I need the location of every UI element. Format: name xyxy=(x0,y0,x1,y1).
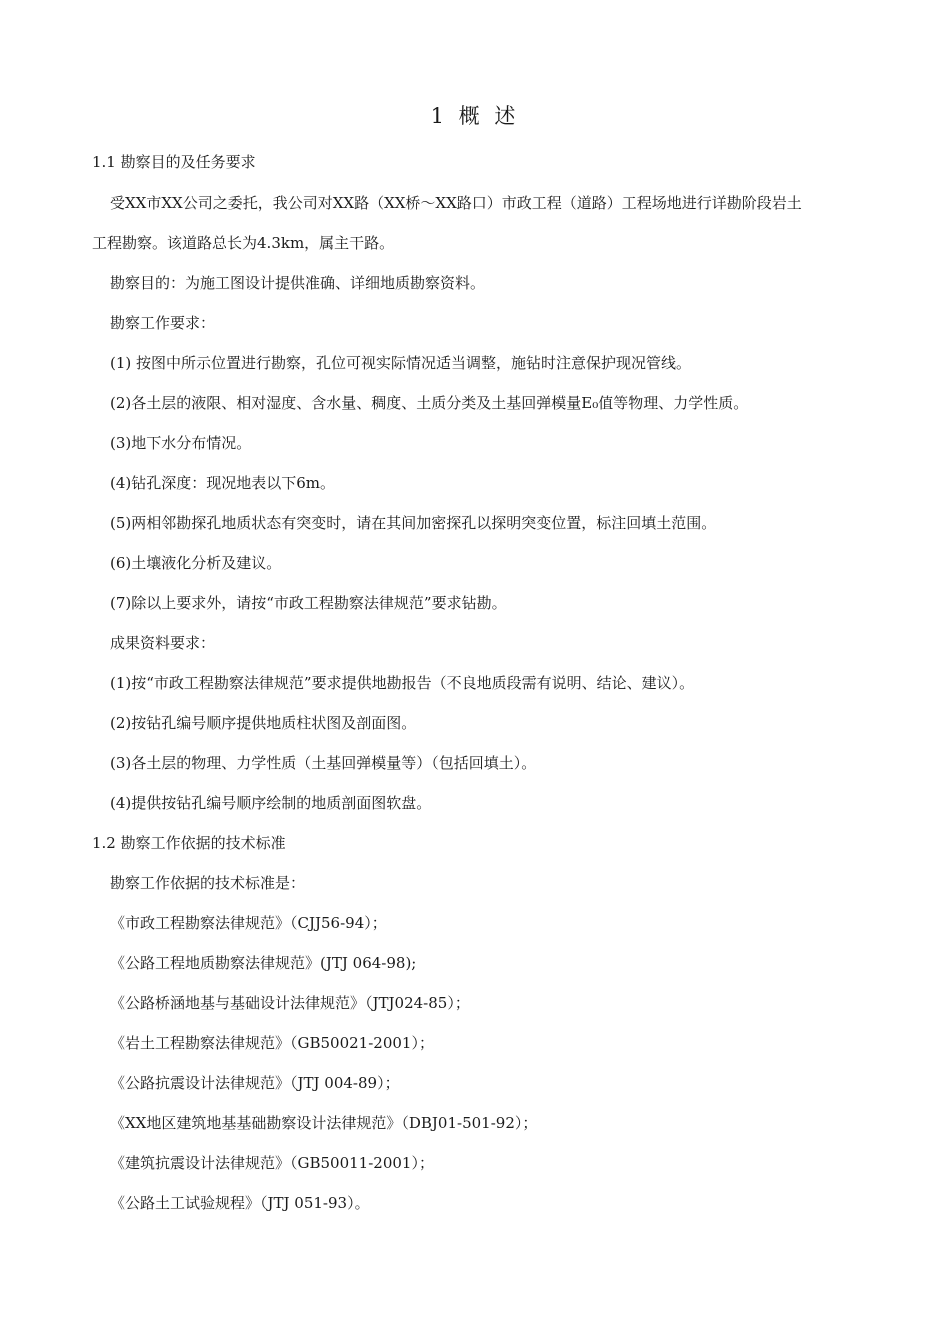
results-requirement-item: (3)各土层的物理、力学性质（土基回弹模量等）（包括回填土）。 xyxy=(110,754,537,772)
work-requirement-item: (3)地下水分布情况。 xyxy=(110,434,252,452)
work-requirement-item: (6)土壤液化分析及建议。 xyxy=(110,554,282,572)
work-requirements-label: 勘察工作要求： xyxy=(110,314,216,332)
results-requirement-item: (2)按钻孔编号顺序提供地质柱状图及剖面图。 xyxy=(110,714,417,732)
standards-intro: 勘察工作依据的技术标准是： xyxy=(110,874,306,892)
standard-item: 《建筑抗震设计法律规范》（GB50011-2001）； xyxy=(110,1154,434,1172)
work-requirement-item: (4)钻孔深度：现况地表以下6m。 xyxy=(110,474,336,492)
standard-item: 《公路桥涵地基与基础设计法律规范》（JTJ024-85）； xyxy=(110,994,470,1012)
paragraph-intro-line-1: 受XX市XX公司之委托，我公司对XX路（XX桥～XX路口）市政工程（道路）工程场地进行详勘阶段岩土 xyxy=(110,194,802,212)
section-heading-1-2: 1.2 勘察工作依据的技术标准 xyxy=(92,834,286,852)
section-heading-1-1: 1.1 勘察目的及任务要求 xyxy=(92,153,256,171)
work-requirement-item: (2)各土层的液限、相对湿度、含水量、稠度、土质分类及土基回弹模量E₀值等物理、力学性质。 xyxy=(110,394,749,412)
results-requirement-item: (4)提供按钻孔编号顺序绘制的地质剖面图软盘。 xyxy=(110,794,432,812)
work-requirement-item: (1) 按图中所示位置进行勘察，孔位可视实际情况适当调整，施钻时注意保护现况管线。 xyxy=(110,354,692,372)
paragraph-purpose: 勘察目的：为施工图设计提供准确、详细地质勘察资料。 xyxy=(110,274,486,292)
results-requirement-item: (1)按“市政工程勘察法律规范”要求提供地勘报告（不良地质段需有说明、结论、建议）。 xyxy=(110,674,695,692)
standard-item: 《公路抗震设计法律规范》（JTJ 004-89）； xyxy=(110,1074,400,1092)
standard-item: 《XX地区建筑地基基础勘察设计法律规范》（DBJ01-501-92）； xyxy=(110,1114,538,1132)
standard-item: 《市政工程勘察法律规范》（CJJ56-94）； xyxy=(110,914,387,932)
standard-item: 《岩土工程勘察法律规范》（GB50021-2001）； xyxy=(110,1034,434,1052)
results-requirements-label: 成果资料要求： xyxy=(110,634,216,652)
paragraph-intro-line-2: 工程勘察。该道路总长为4.3km，属主干路。 xyxy=(92,234,395,252)
standard-item: 《公路土工试验规程》（JTJ 051-93）。 xyxy=(110,1194,370,1212)
work-requirement-item: (5)两相邻勘探孔地质状态有突变时，请在其间加密探孔以探明突变位置，标注回填土范围。 xyxy=(110,514,717,532)
page-title: 1 概 述 xyxy=(430,104,520,128)
standard-item: 《公路工程地质勘察法律规范》(JTJ 064-98); xyxy=(110,954,417,972)
work-requirement-item: (7)除以上要求外，请按“市政工程勘察法律规范”要求钻勘。 xyxy=(110,594,507,612)
